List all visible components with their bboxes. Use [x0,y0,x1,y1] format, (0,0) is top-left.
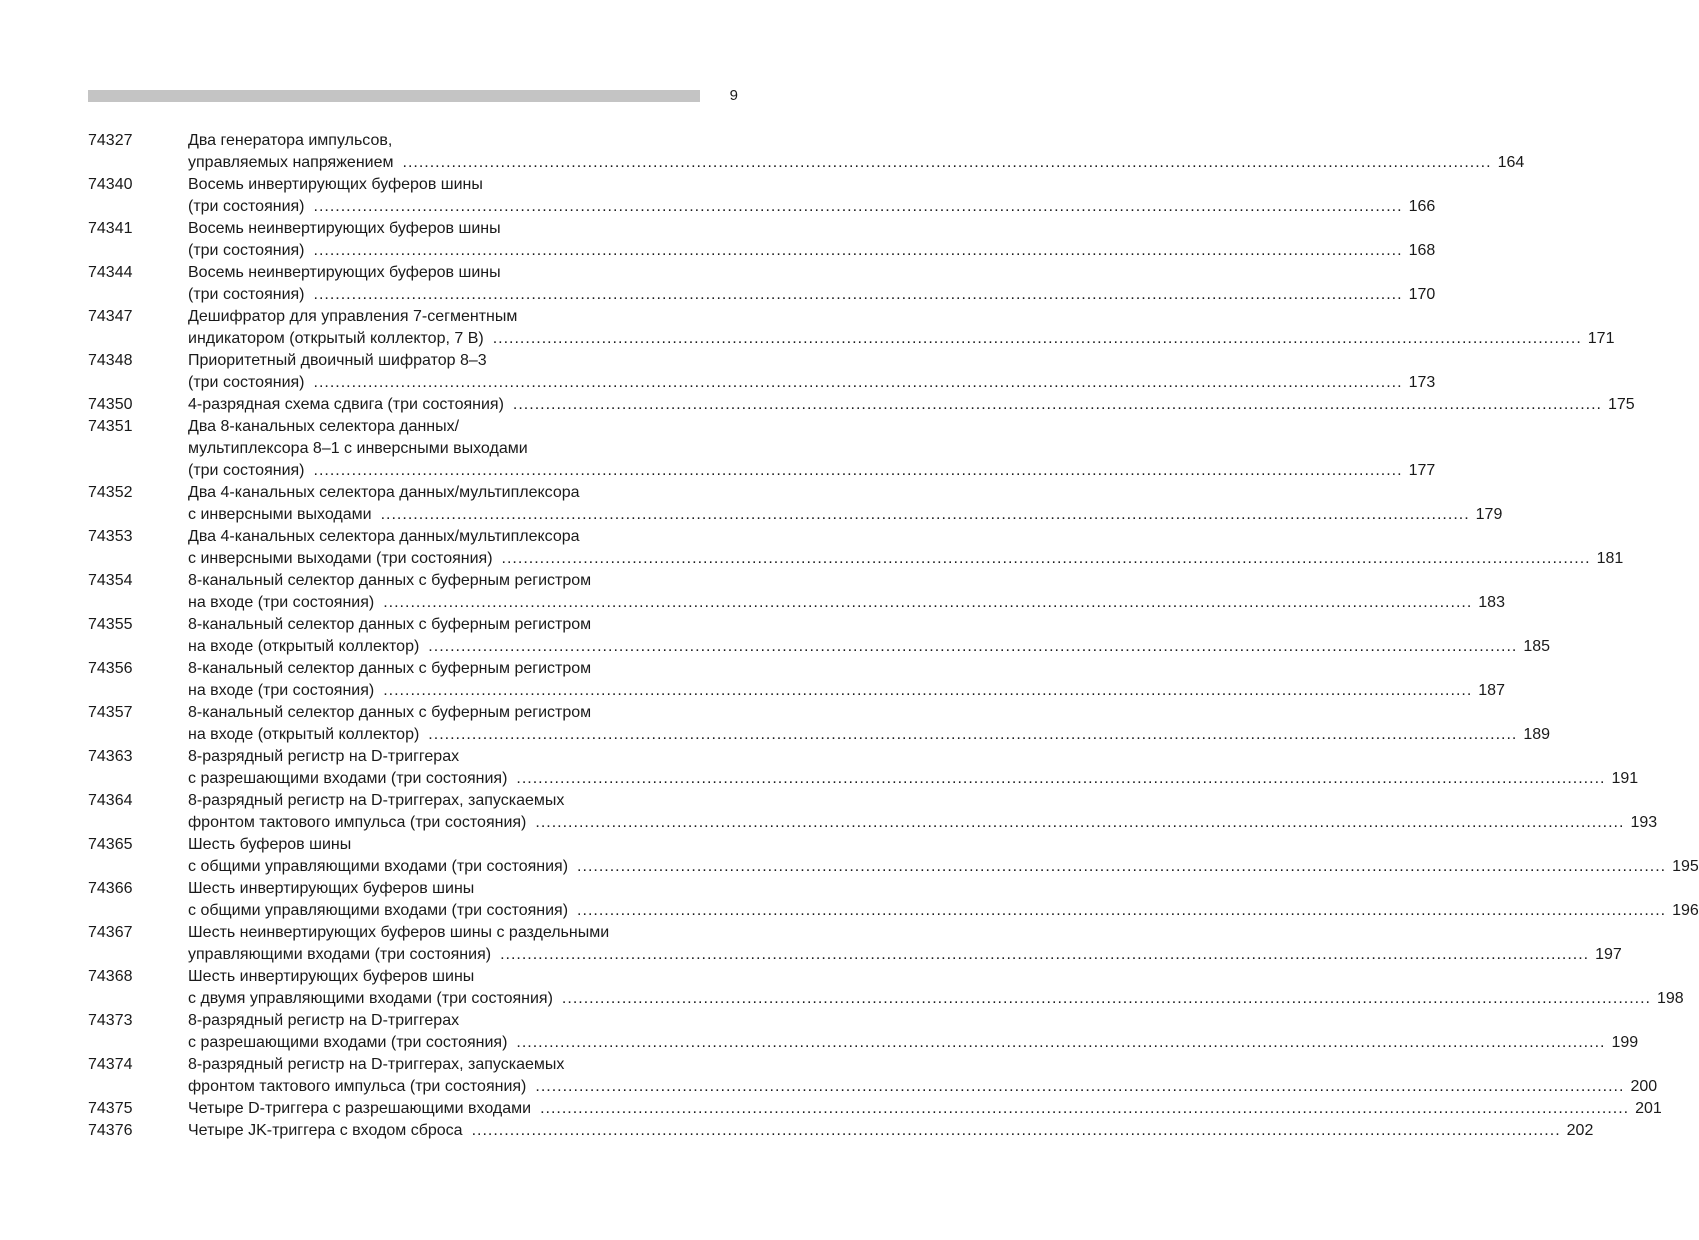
dot-leader: ........................................................................................................................................................................................................ [380,506,1470,523]
entry-page-number: 201 [1635,1100,1662,1117]
entry-title-line: с общими управляющими входами (три состояния) [188,858,569,875]
entry-title-line: Дешифратор для управления 7-сегментным [188,308,518,325]
entry-title-line: с разрешающими входами (три состояния) [188,770,508,787]
toc-entry [88,570,1505,614]
entry-title-line: Два 8-канальных селектора данных/ [188,418,460,435]
toc-entry [88,702,1551,746]
toc-entry [88,218,1436,262]
entry-title-last-line [188,636,1551,658]
dot-leader: ........................................................................................................................................................................................................ [313,242,1403,259]
entry-page-number: 200 [1630,1078,1658,1095]
entry-title-line: Шесть инвертирующих буферов шины [188,880,475,897]
toc-entry [88,130,1525,174]
dot-leader: ........................................................................................................................................................................................................ [577,902,1667,919]
entry-code: 74356 [88,660,133,677]
dot-leader: ........................................................................................................................................................................................................ [512,396,1602,413]
entry-title-line: индикатором (открытый коллектор, 7 В) [188,330,484,347]
entry-code: 74373 [88,1012,133,1029]
toc-entry [88,394,1635,416]
entry-page-number: 187 [1478,682,1505,699]
entry-page-number: 177 [1408,462,1436,479]
page-number: 9 [729,87,738,104]
entry-code: 74366 [88,880,133,897]
entry-title-line: (три состояния) [188,286,305,303]
entry-title-line: Восемь неинвертирующих буферов шины [188,264,501,281]
entry-page-number: 171 [1587,330,1615,347]
entry-title-line: (три состояния) [188,374,305,391]
entry-code: 74367 [88,924,133,941]
entry-code: 74347 [88,308,133,325]
toc-entry [88,1098,1662,1120]
dot-leader: ........................................................................................................................................................................................................ [471,1122,1561,1139]
dot-leader: ........................................................................................................................................................................................................ [402,154,1492,171]
entry-title-last-line [188,240,1436,262]
entry-code: 74374 [88,1056,133,1073]
entry-title-line: 8-разрядный регистр на D-триггерах [188,748,460,765]
dot-leader: ........................................................................................................................................................................................................ [313,462,1403,479]
entry-title-last-line [188,1032,1639,1054]
entry-page-number: 195 [1672,858,1699,875]
entry-title-line: 8-разрядный регистр на D-триггерах [188,1012,460,1029]
entry-title-line: мультиплексора 8–1 с инверсными выходами [188,440,528,457]
dot-leader: ........................................................................................................................................................................................................ [492,330,1582,347]
dot-leader: ........................................................................................................................................................................................................ [313,198,1403,215]
entry-page-number: 175 [1607,396,1635,413]
entry-title-line: с инверсными выходами [188,506,372,523]
dot-leader: ........................................................................................................................................................................................................ [501,550,1591,567]
entry-title-last-line [188,1098,1662,1120]
entry-title-line: на входе (открытый коллектор) [188,726,420,743]
entry-code: 74375 [88,1100,133,1117]
entry-title-line: фронтом тактового импульса (три состояния) [188,814,527,831]
dot-leader: ........................................................................................................................................................................................................ [561,990,1651,1007]
entry-page-number: 198 [1656,990,1684,1007]
entry-code: 74357 [88,704,133,721]
entry-title-line: Четыре D-триггера с разрешающими входами [188,1100,532,1117]
entry-title-line: Приоритетный двоичный шифратор 8–3 [188,352,487,369]
entry-title-line: 8-канальный селектор данных с буферным регистром [188,616,592,633]
toc-entry [88,1120,1594,1142]
toc-entry [88,262,1436,306]
entry-title-last-line [188,724,1551,746]
toc-entry [88,878,1699,922]
entry-title-last-line [188,460,1436,482]
entry-title-line: на входе (три состояния) [188,594,375,611]
entry-title-line: управляющими входами (три состояния) [188,946,492,963]
entry-title-line: Четыре JK-триггера с входом сброса [188,1122,463,1139]
entry-title-last-line [188,548,1624,570]
toc-entry [88,790,1658,834]
entry-page-number: 196 [1672,902,1699,919]
toc-entry [88,614,1551,658]
entry-title-last-line [188,284,1436,306]
dot-leader: ........................................................................................................................................................................................................ [313,286,1403,303]
entry-page-number: 183 [1478,594,1505,611]
entry-page-number: 197 [1595,946,1622,963]
dot-leader: ........................................................................................................................................................................................................ [540,1100,1630,1117]
dot-leader: ........................................................................................................................................................................................................ [516,770,1606,787]
dot-leader: ........................................................................................................................................................................................................ [428,638,1518,655]
entry-title-line: на входе (открытый коллектор) [188,638,420,655]
entry-title-line: с общими управляющими входами (три состояния) [188,902,569,919]
dot-leader: ........................................................................................................................................................................................................ [577,858,1667,875]
toc-entry [88,1010,1639,1054]
entry-title-line: Шесть буферов шины [188,836,352,853]
header-bar [88,90,700,102]
entry-page-number: 191 [1611,770,1639,787]
table-of-contents [88,130,1699,1142]
entry-code: 74353 [88,528,133,545]
toc-entry [88,1054,1658,1098]
dot-leader: ........................................................................................................................................................................................................ [313,374,1403,391]
entry-title-line: 8-разрядный регистр на D-триггерах, запускаемых [188,1056,565,1073]
entry-title-line: Два 4-канальных селектора данных/мультиплексора [188,528,580,545]
entry-code: 74351 [88,418,133,435]
entry-title-line: Два 4-канальных селектора данных/мультиплексора [188,484,580,501]
entry-title-last-line [188,768,1639,790]
entry-code: 74363 [88,748,133,765]
entry-page-number: 199 [1611,1034,1639,1051]
entry-page-number: 202 [1566,1122,1594,1139]
entry-title-line: управляемых напряжением [188,154,394,171]
toc-entry [88,834,1699,878]
entry-code: 74376 [88,1122,133,1139]
entry-title-last-line [188,592,1505,614]
entry-title-last-line [188,900,1699,922]
toc-entry [88,922,1622,966]
entry-code: 74365 [88,836,133,853]
dot-leader: ........................................................................................................................................................................................................ [428,726,1518,743]
entry-code: 74340 [88,176,133,193]
entry-title-last-line [188,812,1658,834]
entry-page-number: 179 [1475,506,1503,523]
entry-page-number: 193 [1630,814,1658,831]
entry-title-last-line [188,1120,1594,1142]
entry-code: 74354 [88,572,133,589]
dot-leader: ........................................................................................................................................................................................................ [500,946,1590,963]
entry-page-number: 164 [1497,154,1525,171]
entry-code: 74355 [88,616,133,633]
toc-entry [88,306,1615,350]
entry-page-number: 173 [1408,374,1436,391]
entry-title-line: (три состояния) [188,198,305,215]
entry-title-line: Шесть инвертирующих буферов шины [188,968,475,985]
entry-title-last-line [188,856,1699,878]
toc-entry [88,966,1684,1010]
entry-title-line: Два генератора импульсов, [188,132,393,149]
entry-title-line: (три состояния) [188,462,305,479]
entry-title-line: с инверсными выходами (три состояния) [188,550,493,567]
entry-page-number: 185 [1523,638,1551,655]
toc-entry [88,526,1624,570]
dot-leader: ........................................................................................................................................................................................................ [383,682,1473,699]
entry-title-last-line [188,328,1615,350]
toc-entry [88,416,1436,482]
entry-title-line: 8-канальный селектор данных с буферным регистром [188,660,592,677]
toc-entry [88,350,1436,394]
entry-title-last-line [188,944,1622,966]
entry-title-line: фронтом тактового импульса (три состояния) [188,1078,527,1095]
entry-title-line: Восемь инвертирующих буферов шины [188,176,483,193]
entry-title-line: с двумя управляющими входами (три состояния) [188,990,553,1007]
entry-title-line: 8-канальный селектор данных с буферным регистром [188,704,592,721]
dot-leader: ........................................................................................................................................................................................................ [383,594,1473,611]
entry-page-number: 170 [1408,286,1436,303]
dot-leader: ........................................................................................................................................................................................................ [516,1034,1606,1051]
entry-title-line: с разрешающими входами (три состояния) [188,1034,508,1051]
toc-entry [88,482,1503,526]
entry-title-last-line [188,372,1436,394]
entry-code: 74327 [88,132,133,149]
entry-title-last-line [188,394,1635,416]
entry-title-line: (три состояния) [188,242,305,259]
toc-entry [88,746,1639,790]
entry-code: 74364 [88,792,133,809]
entry-code: 74368 [88,968,133,985]
dot-leader: ........................................................................................................................................................................................................ [535,1078,1625,1095]
dot-leader: ........................................................................................................................................................................................................ [535,814,1625,831]
entry-title-last-line [188,680,1505,702]
entry-title-last-line [188,152,1525,174]
entry-title-line: 8-канальный селектор данных с буферным регистром [188,572,592,589]
entry-title-last-line [188,504,1503,526]
entry-page-number: 189 [1523,726,1551,743]
entry-page-number: 166 [1408,198,1436,215]
entry-title-last-line [188,1076,1658,1098]
entry-code: 74341 [88,220,133,237]
entry-title-line: Восемь неинвертирующих буферов шины [188,220,501,237]
entry-page-number: 168 [1408,242,1436,259]
entry-title-line: 4-разрядная схема сдвига (три состояния) [188,396,504,413]
entry-code: 74350 [88,396,133,413]
toc-entry [88,658,1505,702]
entry-page-number: 181 [1596,550,1624,567]
entry-title-last-line [188,988,1684,1010]
entry-code: 74352 [88,484,133,501]
entry-title-last-line [188,196,1436,218]
entry-title-line: 8-разрядный регистр на D-триггерах, запускаемых [188,792,565,809]
entry-code: 74344 [88,264,133,281]
entry-code: 74348 [88,352,133,369]
toc-entry [88,174,1436,218]
entry-title-line: Шесть неинвертирующих буферов шины с раздельными [188,924,610,941]
entry-title-line: на входе (три состояния) [188,682,375,699]
